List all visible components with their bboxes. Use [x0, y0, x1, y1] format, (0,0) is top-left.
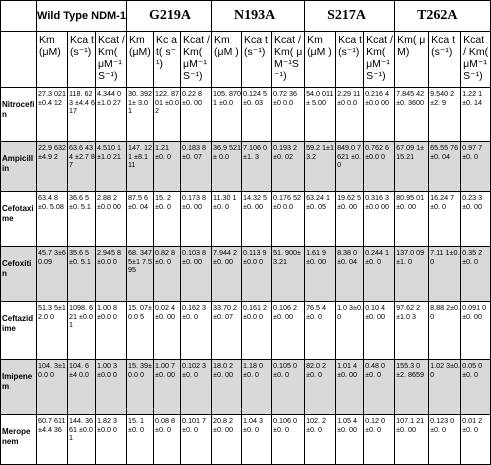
value-cell: 1.0 3±0. 0: [336, 302, 364, 360]
value-cell: 2.29 11±0 0.0: [336, 88, 364, 142]
value-cell: 104. 3±1 0.0 0: [37, 360, 68, 415]
value-cell: 0.102 3±0. 0: [181, 360, 212, 415]
value-cell: 19.62 5±0. 00: [336, 192, 364, 247]
value-cell: 15. 2±0. 0: [154, 192, 181, 247]
value-cell: 107.1 21±0. 00: [395, 415, 429, 465]
value-cell: 0.106 0±0. 0: [272, 415, 305, 465]
parameter-header-cell: Km (μM): [127, 32, 154, 88]
value-cell: 7.944 2±0. 00: [212, 247, 242, 302]
value-cell: 59.2 1±1 3.2: [305, 142, 336, 192]
value-cell: 33.70 2±0. 07: [212, 302, 242, 360]
value-cell: 22.9 632 ±4.9 2: [37, 142, 68, 192]
value-cell: 0.72 36±0 0.0: [272, 88, 305, 142]
table-row: [1, 415, 491, 465]
value-cell: 1.05 4±0. 00: [336, 415, 364, 465]
value-cell: 97.62 2±1.0 3: [395, 302, 429, 360]
value-cell: 1.02 3±0. 0: [429, 360, 461, 415]
value-cell: 20.8 2±0. 00: [212, 415, 242, 465]
value-cell: 0.183 8±0. 07: [181, 142, 212, 192]
value-cell: 0.82 8±0. 0: [154, 247, 181, 302]
corner-cell: [1, 1, 37, 32]
value-cell: 63.4 8±0. 5.08: [37, 192, 68, 247]
value-cell: 0.113 9±0.0 0: [242, 247, 272, 302]
parameter-header-cell: Kca t(s⁻¹): [336, 32, 364, 88]
value-cell: 63.6 434 ±2.7 87: [68, 142, 96, 192]
value-cell: 15. 39± 0.0 0: [127, 360, 154, 415]
value-cell: 30. 392 1± 3.0 1: [127, 88, 154, 142]
table-row: [1, 360, 491, 415]
value-cell: 0.173 8±0. 00: [181, 192, 212, 247]
parameter-header-row: [1, 32, 491, 88]
parameter-corner-cell: [1, 32, 37, 88]
mutant-header-s217a: S217A: [305, 1, 395, 32]
value-cell: 7.106 0±1. 3: [242, 142, 272, 192]
value-cell: 0.103 8±0. 00: [181, 247, 212, 302]
value-cell: 0.161 2±0.0 0: [242, 302, 272, 360]
value-cell: 1.01 4±0. 00: [336, 360, 364, 415]
value-cell: 82.0 2±0. 0: [305, 360, 336, 415]
value-cell: 36.9 521± 0.0: [212, 142, 242, 192]
value-cell: 0.12 0±0. 0: [364, 415, 395, 465]
value-cell: 36.6 5±0. 5.1: [68, 192, 96, 247]
value-cell: 63.24 1±0. 05: [305, 192, 336, 247]
value-cell: 104. 6±4 0.0: [68, 360, 96, 415]
value-cell: 27.3 021 ±0.4 12: [37, 88, 68, 142]
parameter-header-cell: Km (μM ): [305, 32, 336, 88]
value-cell: 1.82 3±0.0 0: [96, 415, 127, 465]
table-row: [1, 142, 491, 192]
value-cell: 0.05 0±0. 0: [461, 360, 491, 415]
substrate-label: Ceftazidime: [1, 302, 37, 360]
parameter-header-cell: Kcat / Km( μM⁻¹ S⁻¹): [181, 32, 212, 88]
mutant-header-row: [1, 1, 491, 32]
value-cell: 0.193 2±0. 02: [272, 142, 305, 192]
value-cell: 15. 1±0. 0: [127, 415, 154, 465]
value-cell: 0.162 3±0. 0: [181, 302, 212, 360]
parameter-header-cell: Kca t(s⁻¹): [242, 32, 272, 88]
value-cell: 0.762 6±0.0 0: [364, 142, 395, 192]
parameter-header-cell: Km (μM): [37, 32, 68, 88]
value-cell: 0.106 2±0. 00: [272, 302, 305, 360]
parameter-header-cell: Km( μM): [395, 32, 429, 88]
value-cell: 9.540 2±2. 9: [429, 88, 461, 142]
value-cell: 1.18 0±0. 0: [242, 360, 272, 415]
value-cell: 147. 121 ±8.1 11: [127, 142, 154, 192]
mutant-header-g219a: G219A: [127, 1, 212, 32]
value-cell: 0.124 5±0. 03: [242, 88, 272, 142]
value-cell: 67.09 1± 15.21: [395, 142, 429, 192]
value-cell: 76.5 4±0. 0: [305, 302, 336, 360]
value-cell: 7.845 42±0. 3600: [395, 88, 429, 142]
substrate-label: Cefoxitin: [1, 247, 37, 302]
value-cell: 122. 8701 ±0.0 2: [154, 88, 181, 142]
value-cell: 51. 900± 3.21: [272, 247, 305, 302]
parameter-header-cell: Kcat / Km( μM⁻¹S⁻¹): [461, 32, 491, 88]
value-cell: 1098. 621 ±0.0 1: [68, 302, 96, 360]
value-cell: 144. 3661 ±0.0 1: [68, 415, 96, 465]
value-cell: 0.35 2±0. 0: [461, 247, 491, 302]
value-cell: 2.945 8±0.0 0: [96, 247, 127, 302]
value-cell: 118. 623 ±4.4 617: [68, 88, 96, 142]
value-cell: 0.316 3±0.0 00: [364, 192, 395, 247]
value-cell: 0.23 3±0. 00: [461, 192, 491, 247]
value-cell: 155.3 0±2. 8659: [395, 360, 429, 415]
mutant-header-n193a: N193A: [212, 1, 305, 32]
substrate-label: Imipenem: [1, 360, 37, 415]
value-cell: 1.22 1±0. 14: [461, 88, 491, 142]
value-cell: 102. 2±0. 0: [305, 415, 336, 465]
value-cell: 80.95 01±0. 00: [395, 192, 429, 247]
substrate-label: Nitrocefin: [1, 88, 37, 142]
substrate-label: Ampicillin: [1, 142, 37, 192]
value-cell: 2.88 2±0.0 00: [96, 192, 127, 247]
parameter-header-cell: Km (μM ): [212, 32, 242, 88]
value-cell: 0.10 4±0. 00: [364, 302, 395, 360]
value-cell: 0.176 52±0 0.0: [272, 192, 305, 247]
value-cell: 0.105 0±0. 0: [272, 360, 305, 415]
mutant-header-wild-type: Wild Type NDM-1: [37, 1, 127, 32]
parameter-header-cell: Kcat / Km( μM⁻¹S⁻¹): [364, 32, 395, 88]
mutant-header-t262a: T262A: [395, 1, 491, 32]
substrate-label: Meropenem: [1, 415, 37, 465]
parameter-header-cell: Kca t(s⁻¹): [68, 32, 96, 88]
value-cell: 0.48 0±0. 0: [364, 360, 395, 415]
value-cell: 0.08 8±0. 0: [154, 415, 181, 465]
value-cell: 11.30 1±0. 0: [212, 192, 242, 247]
value-cell: 18.0 2±0. 00: [212, 360, 242, 415]
value-cell: 1.61 9±0. 00: [305, 247, 336, 302]
value-cell: 7.11 1±0. 0: [429, 247, 461, 302]
value-cell: 65.55 76±0. 04: [429, 142, 461, 192]
value-cell: 0.02 4±0. 00: [154, 302, 181, 360]
value-cell: 0.123 0±0. 0: [429, 415, 461, 465]
value-cell: 1.21 ±0. 0: [154, 142, 181, 192]
value-cell: 1.04 3±0. 0: [242, 415, 272, 465]
value-cell: 8.38 0±0. 04: [336, 247, 364, 302]
value-cell: 35.6 5±0. 5.1: [68, 247, 96, 302]
value-cell: 0.216 4±0.0 00: [364, 88, 395, 142]
parameter-header-cell: Kcat / Km( μM⁻¹S⁻¹): [96, 32, 127, 88]
value-cell: 60.7 611 ±4.4 36: [37, 415, 68, 465]
value-cell: 1.00 7±0. 00: [154, 360, 181, 415]
value-cell: 1.00 3±0.0 0: [96, 360, 127, 415]
table-row: [1, 88, 491, 142]
value-cell: 51.3 5±1 2.0 0: [37, 302, 68, 360]
value-cell: 4.344 0±1.0 27: [96, 88, 127, 142]
value-cell: 0.01 2±0. 0: [461, 415, 491, 465]
value-cell: 54.0 011± 5.00: [305, 88, 336, 142]
value-cell: 8.88 2±0. 0: [429, 302, 461, 360]
table-row: [1, 247, 491, 302]
value-cell: 14.32 5±0. 00: [242, 192, 272, 247]
value-cell: 0.091 0±0. 00: [461, 302, 491, 360]
value-cell: 1.00 8±0.0 0: [96, 302, 127, 360]
value-cell: 45.7 3±6 0.09: [37, 247, 68, 302]
value-cell: 849.0 7621 ±0.0: [336, 142, 364, 192]
value-cell: 4.510 1 ±1.0 21: [96, 142, 127, 192]
parameter-header-cell: Kca t(s⁻¹): [429, 32, 461, 88]
value-cell: 0.244 1±0. 0: [364, 247, 395, 302]
value-cell: 0.97 7±0. 0: [461, 142, 491, 192]
substrate-label: Cefotaxime: [1, 192, 37, 247]
value-cell: 87.5 6±0. 04: [127, 192, 154, 247]
value-cell: 16.24 7±0. 0: [429, 192, 461, 247]
value-cell: 15. 07± 0.0 5: [127, 302, 154, 360]
value-cell: 137.0 09±1. 0: [395, 247, 429, 302]
table-row: [1, 192, 491, 247]
value-cell: 105. 8701 ±0.0: [212, 88, 242, 142]
value-cell: 0.22 8±0. 00: [181, 88, 212, 142]
value-cell: 0.101 7±0. 0: [181, 415, 212, 465]
parameter-header-cell: Kcat / Km( μM⁻¹S⁻¹): [272, 32, 305, 88]
value-cell: 68. 347 5±1 7.5 95: [127, 247, 154, 302]
parameter-header-cell: Kc at( s⁻¹): [154, 32, 181, 88]
table-row: [1, 302, 491, 360]
